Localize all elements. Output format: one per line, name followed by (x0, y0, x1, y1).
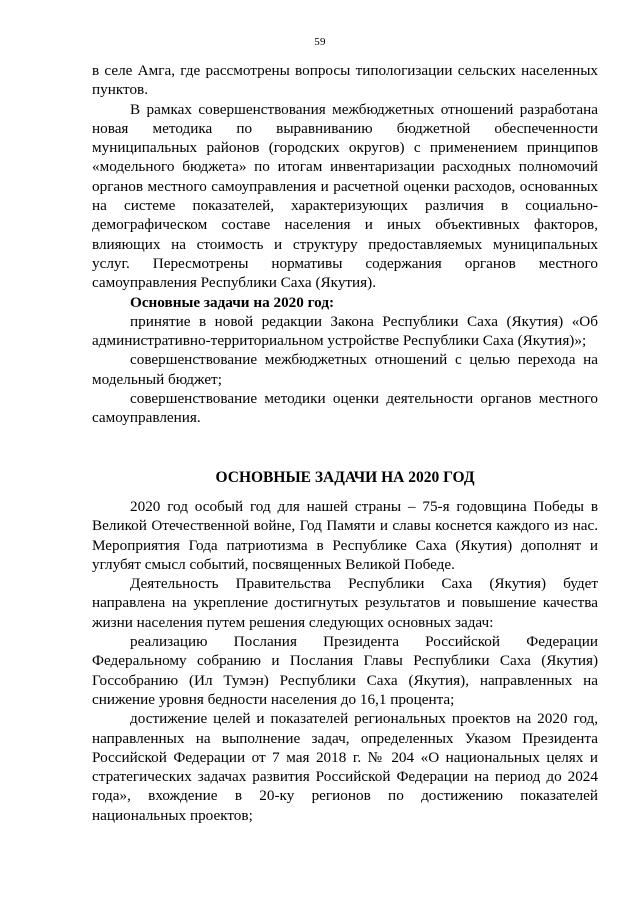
paragraph: В рамках совершенствования межбюджетных отношений разработана новая методика по выравниванию бюджетной обеспеченности муниципальных районов (городских округов) с применением принципов «модельного бюджета» по итогам инвентаризации расходных полномочий органов местного самоуправления и расчетной оценки расходов, основанных на системе показателей, характеризующих различия в социально-демографическом составе населения и иных объективных факторов, влияющих на стоимость и структуру предоставляемых муниципальных услуг. Пересмотрены нормативы содержания органов местного самоуправления Республики Саха (Якутия). (92, 100, 598, 292)
list-item: совершенствование методики оценки деятельности органов местного самоуправления. (92, 390, 598, 427)
list-item: совершенствование межбюджетных отношений с целью перехода на модельный бюджет; (92, 351, 598, 388)
document-body (92, 61, 598, 825)
list-item: принятие в новой редакции Закона Республики Саха (Якутия) «Об административно-территориальном устройстве Республики Саха (Якутия)»; (92, 312, 598, 350)
paragraph: 2020 год особый год для нашей страны – 75-я годовщина Победы в Великой Отечественной войне, Год Памяти и славы коснется каждого из нас. Мероприятия Года патриотизма в Республике Саха (Якутия) дополнят и углубят смысл событий, посвященных Великой Победе. (92, 497, 598, 573)
paragraph: в селе Амга, где рассмотрены вопросы типологизации сельских населенных пунктов. (92, 62, 598, 99)
tasks-heading: Основные задачи на 2020 год: (130, 293, 335, 311)
list-item: реализацию Послания Президента Российской Федерации Федеральному собранию и Послания Главы Республики Саха (Якутия) Госсобранию (Ил Тумэн) Республики Саха (Якутия), направленных на снижение уровня бедности населения до 16,1 процента; (92, 633, 598, 708)
page-number: 59 (314, 36, 326, 48)
list-item: достижение целей и показателей региональных проектов на 2020 год, направленных на выполнение задач, определенных Указом Президента Российской Федерации от 7 мая 2018 г. № 204 «О национальных целях и стратегических задачах развития Российской Федерации на период до 2024 года», вхождение в 20-ку регионов по достижению показателей национальных проектов; (92, 710, 598, 824)
section-title: ОСНОВНЫЕ ЗАДАЧИ НА 2020 ГОД (215, 468, 475, 486)
paragraph: Деятельность Правительства Республики Саха (Якутия) будет направлена на укрепление достигнутых результатов и повышение качества жизни населения путем решения следующих основных задач: (92, 575, 598, 631)
